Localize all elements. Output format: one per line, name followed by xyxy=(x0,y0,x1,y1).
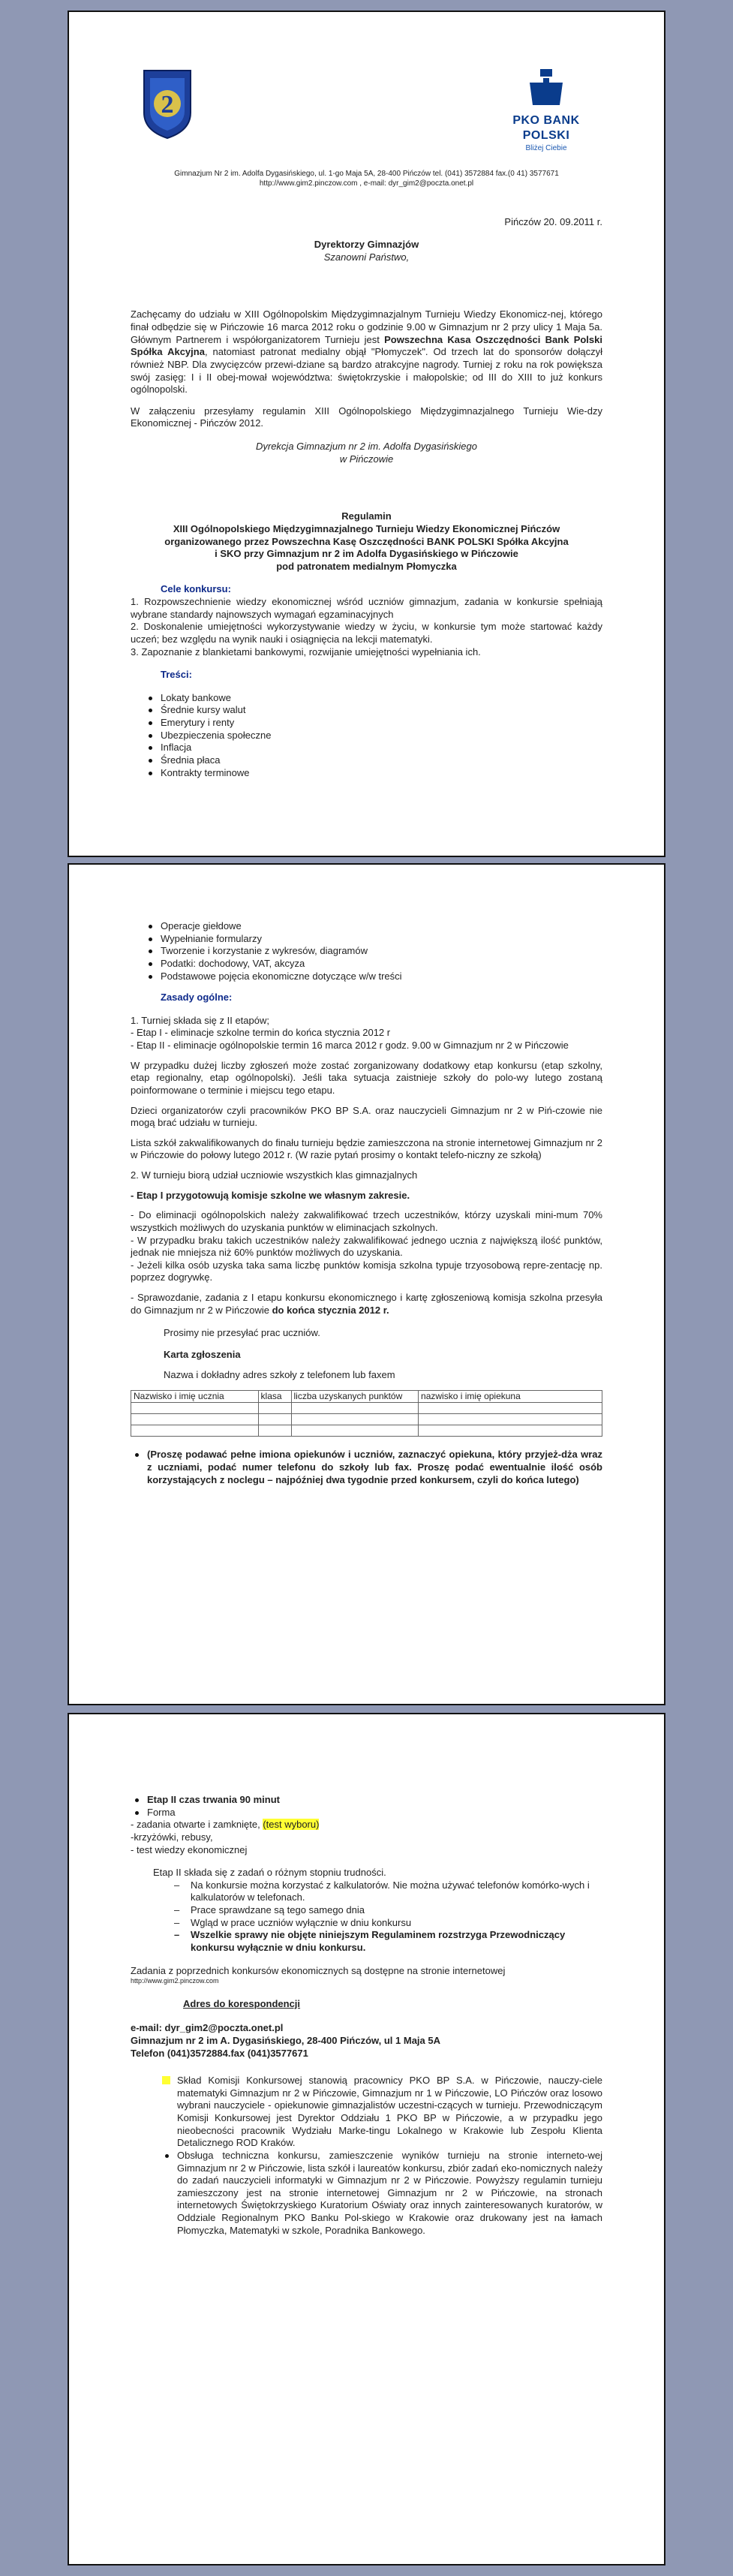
stage-2-list xyxy=(131,1794,602,1819)
highlighted-text: (test wyboru) xyxy=(263,1819,320,1831)
document-page-3 xyxy=(68,1713,665,2565)
regulations-subtitle-4: pod patronatem medialnym Płomyczka xyxy=(276,560,457,572)
pko-piggy-icon xyxy=(524,68,569,108)
rules-heading: Zasady ogólne: xyxy=(161,992,233,1004)
goal-item: 1. Rozpowszechnienie wiedzy ekonomicznej wśród uczniów gimnazjum, zadania w konkursie spełniają wybrane standardy najnowszych wymagań egzaminacyjnych xyxy=(131,596,602,620)
regulations-title: Regulamin xyxy=(341,510,392,522)
highlight-mark xyxy=(162,2076,170,2084)
pko-bank-logo xyxy=(497,68,595,152)
list-item: Podstawowe pojęcia ekonomiczne dotyczące w/w treści xyxy=(161,971,602,983)
document-page-1 xyxy=(68,11,665,857)
list-item: Wypełnianie formularzy xyxy=(161,933,602,946)
list-item: Średnia płaca xyxy=(161,754,602,767)
letterhead-web: http://www.gim2.pinczow.com , e-mail: dyr_gim2@poczta.onet.pl xyxy=(259,179,474,188)
elimination-rule: - Jeżeli kilka osób uzyska taka sama liczbę punktów komisja szkolna typuje trzyosobową repre-zentację np. poprzez dogrywkę. xyxy=(131,1259,602,1283)
table-row xyxy=(131,1403,602,1414)
regulations-subtitle-1: XIII Ogólnopolskiego Międzygimnazjalnego Turnieju Wiedzy Ekonomicznej Pińczów xyxy=(173,522,560,534)
card-note: (Proszę podawać pełne imiona opiekunów i uczniów, zaznaczyć opiekuna, który przyjeż-dża wraz z uczniami, podać numer telefonu do szkoły lub fax. Proszę podać ewentualnie ilość osób korzystających z noclegu – najpóźniej dwa tygodnie przed konkursem, czyli do końca lutego) xyxy=(147,1449,602,1485)
contact-postal: Gimnazjum nr 2 im A. Dygasińskiego, 28-400 Pińczów, ul 1 Maja 5A xyxy=(131,2034,440,2046)
card-note-list xyxy=(131,1449,602,1486)
list-item: – Prace sprawdzane są tego samego dnia xyxy=(191,1904,602,1917)
content-list-continued xyxy=(131,920,602,983)
list-item: Skład Komisji Konkursowej stanowią pracownicy PKO BP S.A. w Pińczowie, nauczy-ciele matematyki Gimnazjum nr 2 w Pińczowie, Gimnazjum nr 1 w Pińczowie, LO Pińczów oraz losowo wybrani nauczyciele - opiekunowie gimnazjalistów uczestni-czących w turnieju. Przewodniczącym Komisji Konkursowej jest Dyrektor Oddziału 1 PKO BP w Pińczowie, a w przypadku jego nieobecności pracownik Wydziału Marke-tingu Lokalnego w Krakowie lub Zespołu Klienta Detalicznego ROD Kraków. xyxy=(177,2075,602,2150)
bank-name: PKO BANK POLSKI xyxy=(512,113,580,143)
stages-intro: 1. Turniej składa się z II etapów; xyxy=(131,1014,269,1026)
list-item: – Na konkursie można korzystać z kalkulatorów. Nie można używać telefonów komórko-wych i kalkulatorów w telefonach. xyxy=(191,1879,602,1904)
list-item: Ubezpieczenia społeczne xyxy=(161,730,602,742)
attachment-paragraph: W załączeniu przesyłamy regulamin XIII Ogólnopolskiego Międzygimnazjalnego Turnieju Wie-dzy Ekonomicznej - Pińczów 2012. xyxy=(131,405,602,429)
contact-email[interactable]: e-mail: dyr_gim2@poczta.onet.pl xyxy=(131,2022,284,2034)
regulations-subtitle-2: organizowanego przez Powszechna Kasę Oszczędności BANK POLSKI Spółka Akcyjna xyxy=(164,535,569,547)
no-send-note: Prosimy nie przesyłać prac uczniów. xyxy=(164,1327,320,1339)
letter-salutation: Szanowni Państwo, xyxy=(323,251,410,263)
qualified-list-paragraph: Lista szkół zakwalifikowanych do finału turnieju będzie zamieszczona na stronie internetowej Gimnazjum nr 2 w Pińczowie do połowy lutego 2012 r. (W razie pytań prosimy o kontakt telefo-niczny ze szkołą) xyxy=(131,1136,602,1161)
content-heading: Treści: xyxy=(161,669,192,681)
form-test-line: - test wiedzy ekonomicznej xyxy=(131,1843,248,1855)
exclusion-paragraph: Dzieci organizatorów czyli pracowników PKO BP S.A. oraz nauczycieli Gimnazjum nr 2 w Piń-czowie nie mogą brać udziału w turnieju. xyxy=(131,1104,602,1129)
participants-paragraph: 2. W turnieju biorą udział uczniowie wszystkich klas gimnazjalnych xyxy=(131,1169,418,1181)
contact-phone: Telefon (041)3572884.fax (041)3577671 xyxy=(131,2047,308,2059)
list-item: Forma xyxy=(147,1807,602,1819)
table-header: Nazwisko i imię ucznia xyxy=(131,1391,259,1403)
table-header: klasa xyxy=(258,1391,291,1403)
form-closed-line: - zadania otwarte i zamknięte, (test wyboru) xyxy=(131,1819,320,1831)
document-page-2 xyxy=(68,863,665,1705)
commission-list xyxy=(131,2075,602,2237)
card-heading: Karta zgłoszenia xyxy=(164,1348,241,1360)
list-item: Inflacja xyxy=(161,742,602,754)
table-header: liczba uzyskanych punktów xyxy=(291,1391,419,1403)
table-header-row xyxy=(131,1391,602,1403)
list-item: Lokaty bankowe xyxy=(161,692,602,705)
table-header: nazwisko i imię opiekuna xyxy=(419,1391,602,1403)
list-item: Podatki: dochodowy, VAT, akcyza xyxy=(161,958,602,971)
list-item: Kontrakty terminowe xyxy=(161,767,602,780)
table-row xyxy=(131,1425,602,1437)
letter-addressee: Dyrektorzy Gimnazjów xyxy=(314,239,419,251)
regulations-subtitle-3: i SKO przy Gimnazjum nr 2 im Adolfa Dygasińskiego w Pińczowie xyxy=(215,548,518,560)
correspondence-heading: Adres do korespondencji xyxy=(183,1997,301,2009)
list-item: – Wgląd w prace uczniów wyłącznie w dniu konkursu xyxy=(191,1917,602,1930)
list-item: Obsługa techniczna konkursu, zamieszczenie wyników turnieju na stronie interneto-wej Gimnazjum nr 2 w Pińczowie, lista szkół i laureatów konkursu, zbiór zadań eko-nomicznych należy do zadań nauczycieli informatyki w Gimnazjum nr 2 w Pińczowie. Powyższy regulamin turnieju zamieszczony jest na stronie internetowej Gimnazjum nr 2 w Pińczowie, na stronach internetowych Świętokrzyskiego Kuratorium Oświaty oraz innych zainteresowanych kuratorów, w Oddziale Regionalnym PKO Banku Pol-skiego w Krakowie oraz drukowany jest na łamach Płomyczka, Matematyki w szkole, Poradnika Bankowego. xyxy=(177,2149,602,2236)
stage-1-line: - Etap I - eliminacje szkolne termin do końca stycznia 2012 r xyxy=(131,1027,391,1039)
list-item: Średnie kursy walut xyxy=(161,704,602,717)
goal-item: 3. Zapoznanie z blankietami bankowymi, rozwijanie umiejętności wypełniania ich. xyxy=(131,646,481,658)
card-subheading: Nazwa i dokładny adres szkoły z telefonem lub faxem xyxy=(164,1368,395,1380)
elimination-rule: - Do eliminacji ogólnopolskich należy zakwalifikować trzech uczestników, którzy uzyskali mini-mum 70% wszystkich możliwych do uzyskania punktów w eliminacjach szkolnych. xyxy=(131,1209,602,1233)
list-item: Operacje giełdowe xyxy=(161,920,602,933)
letterhead-address: Gimnazjum Nr 2 im. Adolfa Dygasińskiego, ul. 1-go Maja 5A, 28-400 Pińczów tel. (041) 3572884 fax.(0 41) 3577671 xyxy=(174,170,559,178)
table-row xyxy=(131,1414,602,1425)
school-logo xyxy=(141,68,194,140)
signature-line-2: w Pińczowie xyxy=(339,453,394,465)
goal-item: 2. Doskonalenie umiejętności wykorzystywanie wiedzy w życiu, w konkursie tym może startować każdy uczeń; bez względu na wynik nauki i osiągnięcia na lekcji matematyki. xyxy=(131,621,602,645)
signature-line-1: Dyrekcja Gimnazjum nr 2 im. Adolfa Dygasińskiego xyxy=(255,441,477,453)
invitation-paragraph: Zachęcamy do udziału w XIII Ogólnopolskim Międzygimnazjalnym Turnieju Wiedzy Ekonomicz-nej, którego finał odbędzie się w Pińczowie 16 marca 2012 roku o godzinie 9.00 w Gimnazjum nr 2 przy ulicy 1 Maja 5a. Głównym Partnerem i współorganizatorem Turnieju jest Powszechna Kasa Oszczędności Bank Polski Spółka Akcyjna, natomiast patronat medialny objął "Płomyczek". Od trzech lat do sponsorów dołączył również NBP. Dla zwycięzców przewi-dziane są bardzo atrakcyjne nagrody. Turniej z roku na rok powiększa swój zasięg: I i II obej-mował województwa: świętokrzyskie i małopolskie; od III do XIII to już konkurs ogólnopolski. xyxy=(131,308,602,396)
stage-2-line: - Etap II - eliminacje ogólnopolskie termin 16 marca 2012 r godz. 9.00 w Gimnazjum nr 2 w Pińczowie xyxy=(131,1040,569,1051)
past-tasks-link[interactable]: http://www.gim2.pinczow.com xyxy=(131,1977,219,1985)
list-item: Emerytury i renty xyxy=(161,717,602,730)
content-list xyxy=(131,692,602,779)
bank-tagline: Bliżej Ciebie xyxy=(525,143,567,152)
additional-stage-paragraph: W przypadku dużej liczby zgłoszeń może zostać zorganizowany dodatkowy etap konkursu (etap szkolny, etap regionalny, etap ogólnopolski). Jeśli taka sytuacja zaistnieje szkoły do polo-wy lutego zostaną poinformowane o terminie i miejscu tego etapu. xyxy=(131,1059,602,1096)
goals-heading: Cele konkursu: xyxy=(161,583,231,595)
stage-1-heading: - Etap I przygotowują komisje szkolne we własnym zakresie. xyxy=(131,1189,410,1201)
list-item: – Wszelkie sprawy nie objęte niniejszym Regulaminem rozstrzyga Przewodniczący konkursu wyłącznie w dniu konkursu. xyxy=(191,1929,602,1954)
report-paragraph: - Sprawozdanie, zadania z I etapu konkursu ekonomicznego i kartę zgłoszeniową komisja szkolna przesyła do Gimnazjum nr 2 w Pińczowie do końca stycznia 2012 r. xyxy=(131,1292,602,1316)
list-item: Tworzenie i korzystanie z wykresów, diagramów xyxy=(161,945,602,958)
svg-text:2: 2 xyxy=(161,91,174,119)
past-tasks-line: Zadania z poprzednich konkursów ekonomicznych są dostępne na stronie internetowej xyxy=(131,1964,506,1976)
form-crossword-line: -krzyżówki, rebusy, xyxy=(131,1831,213,1843)
letter-date: Pińczów 20. 09.2011 r. xyxy=(504,215,602,227)
registration-table xyxy=(131,1390,602,1437)
list-item: Etap II czas trwania 90 minut xyxy=(147,1794,602,1807)
stage-2-intro: Etap II składa się z zadań o różnym stopniu trudności. xyxy=(153,1867,386,1879)
elimination-rule: - W przypadku braku takich uczestników należy zakwalifikować jednego ucznia z największą ilość punktów, jednak nie mniejsza niż 60% punktów możliwych do uzyskania. xyxy=(131,1234,602,1259)
stage-2-rules xyxy=(131,1879,602,1955)
